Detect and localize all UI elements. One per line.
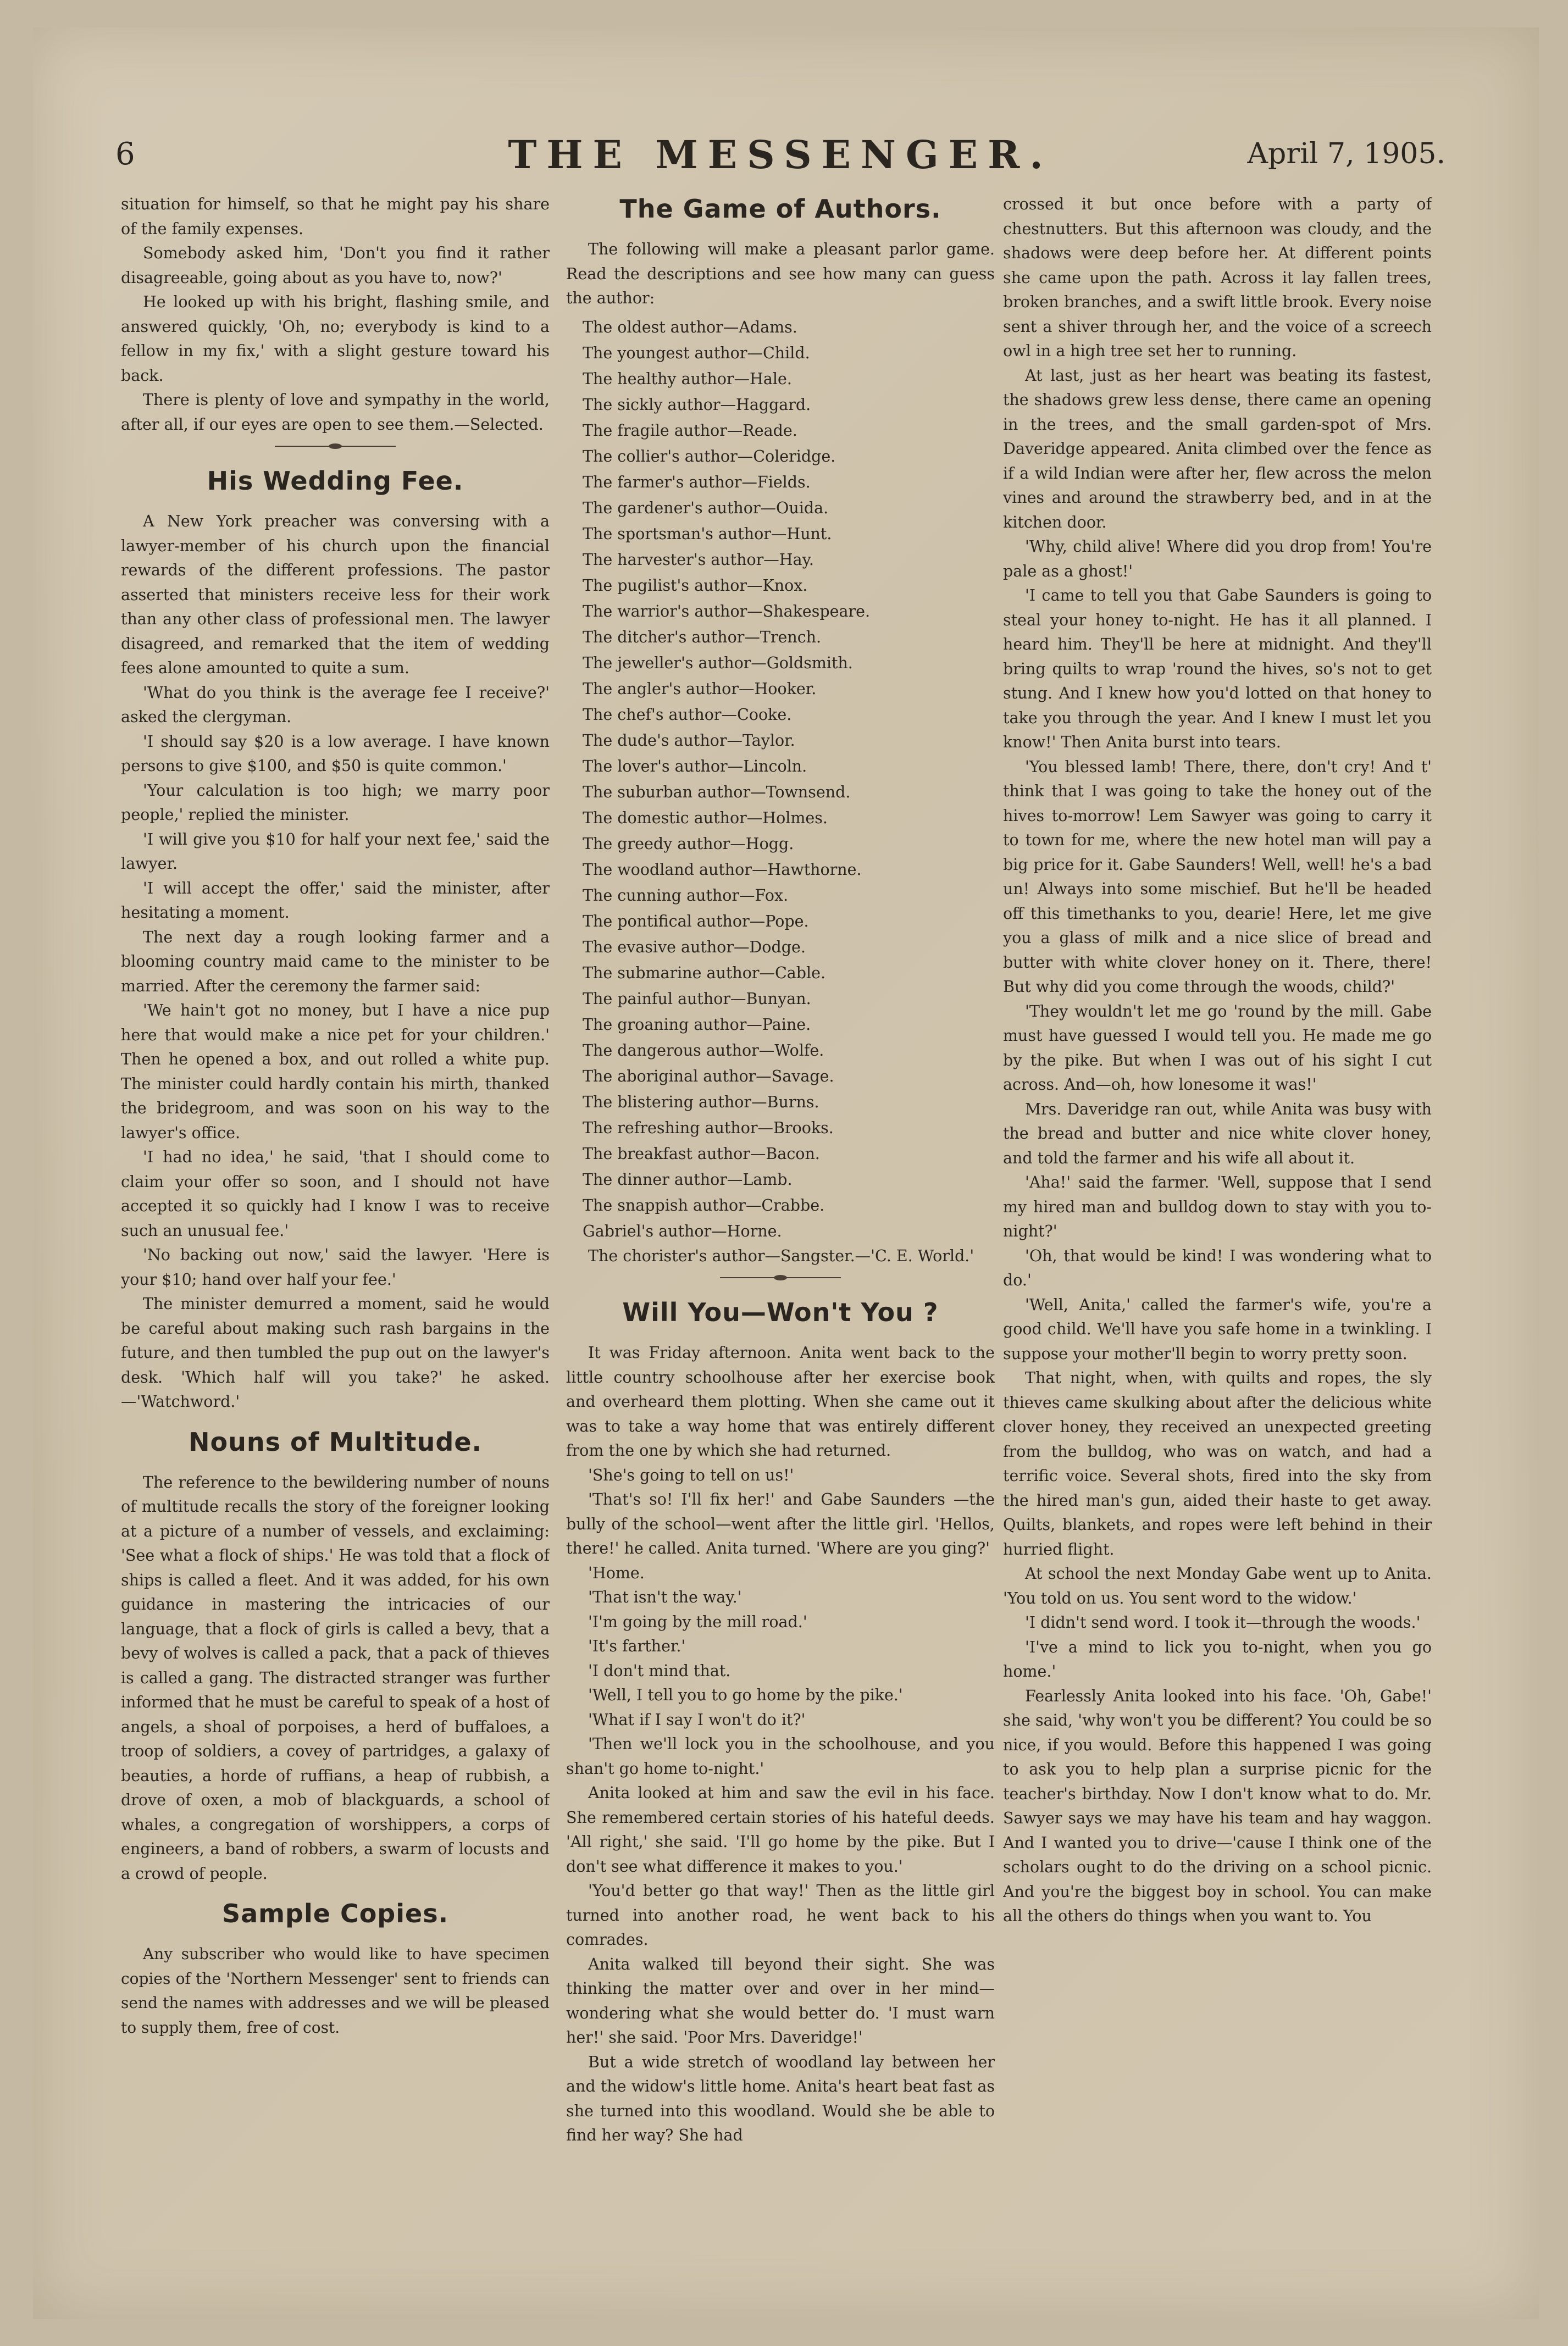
article-paragraph: 'You blessed lamb! There, there, don't cry! And t' think that I was going to take the honey out of the hives to-morrow! Lem Sawyer was going to carry it to town for me, where the new hotel man will pay a big price for it. Gabe Saunders! Well, well! he's a bad un! Always into some mischief. But he'll be headed off this timethanks to you, dearie! Here, let me give you a glass of milk and a nice slice of bread and butter with white clover honey on it. There, there! But why did you come through the woods, child?'	[1003, 757, 1432, 996]
column-1	[121, 192, 550, 2226]
article-paragraph: Mrs. Daveridge ran out, while Anita was busy with the bread and butter and nice white clover honey, and told the farmer and his wife all about it.	[1003, 1100, 1432, 1167]
story-body	[566, 1341, 995, 2148]
authors-list-item: The oldest author—Adams.	[583, 318, 797, 336]
article-paragraph: The minister demurred a moment, said he would be careful about making such rash bargains in the future, and then tumbled the pup out on the lawyer's desk. 'Which half will you take?' he asked.—'Watchword.'	[121, 1295, 550, 1411]
article-paragraph: 'I'm going by the mill road.'	[588, 1612, 807, 1631]
article-paragraph: 'I didn't send word. I took it—through the woods.'	[1025, 1613, 1421, 1632]
authors-list-item: The angler's author—Hooker.	[583, 679, 817, 698]
article-paragraph: The reference to the bewildering number of nouns of multitude recalls the story of the foreigner looking at a picture of a number of vessels, and exclaiming: 'See what a flock of ships.' He was told that a flock of ships is called a fleet. And it was added, for his own guidance in mastering the intricacies of our language, that a flock of girls is called a bevy, that a bevy of wolves is called a pack, that a pack of thieves is called a gang. The distracted stranger was further informed that he must be careful to speak of a host of angels, a shoal of porpoises, a herd of buffaloes, a troop of soldiers, a covey of partridges, a galaxy of beauties, a horde of ruffians, a heap of rubbish, a drove of oxen, a mob of blackguards, a school of whales, a congregation of worshippers, a corps of engineers, a band of robbers, a swarm of locusts and a crowd of people.	[121, 1473, 550, 1883]
authors-list-item: The dude's author—Taylor.	[583, 731, 795, 750]
article-paragraph: 'I've a mind to lick you to-night, when you go home.'	[1003, 1638, 1432, 1681]
headline-wedding-fee: His Wedding Fee.	[207, 466, 464, 496]
article-paragraph: It was Friday afternoon. Anita went back to the little country schoolhouse after her exercise book and overheard them plotting. When she came out it was to take a way home that was entirely different from the one by which she had returned.	[566, 1344, 995, 1460]
article-paragraph: 'We hain't got no money, but I have a nice pup here that would make a nice pet for your children.' Then he opened a box, and out rolled a white pup. The minister could hardly contain his mirth, thanked the bridegroom, and was soon on his way to the lawyer's office.	[121, 1001, 550, 1142]
article-paragraph: 'No backing out now,' said the lawyer. 'Here is your $10; hand over half your fee.'	[121, 1246, 550, 1289]
article-paragraph: 'I should say $20 is a low average. I have known persons to give $100, and $50 is quite common.'	[121, 732, 550, 775]
authors-list-item: Gabriel's author—Horne.	[583, 1222, 782, 1240]
article-paragraph: The next day a rough looking farmer and a blooming country maid came to the minister to be married. After the ceremony the farmer said:	[121, 928, 550, 995]
article-paragraph: 'Why, child alive! Where did you drop from! You're pale as a ghost!'	[1003, 537, 1432, 580]
article-paragraph: 'You'd better go that way!' Then as the little girl turned into another road, he went back to his comrades.	[566, 1882, 995, 1949]
authors-list-item: The domestic author—Holmes.	[583, 808, 828, 827]
article-paragraph: 'Aha!' said the farmer. 'Well, suppose that I send my hired man and bulldog down to stay with you to-night?'	[1003, 1173, 1432, 1240]
article-paragraph: 'What if I say I won't do it?'	[588, 1710, 806, 1729]
masthead	[115, 132, 1445, 176]
article-paragraph: crossed it but once before with a party of chestnutters. But this afternoon was cloudy, and the shadows were deep before her. At different points she came upon the path. Across it lay fallen trees, broken branches, and a swift little brook. Every noise sent a shiver through her, and the voice of a screech owl in a high tree set her to running.	[1003, 195, 1432, 360]
authors-list-item: The gardener's author—Ouida.	[583, 498, 829, 517]
authors-list-item: The sportsman's author—Hunt.	[583, 524, 832, 543]
authors-list-item: The youngest author—Child.	[583, 343, 810, 362]
column-2	[566, 192, 995, 2226]
authors-list-item: The groaning author—Paine.	[583, 1015, 811, 1034]
authors-list-item: The fragile author—Reade.	[583, 421, 797, 440]
page-number: 6	[115, 136, 135, 172]
article-paragraph: 'Oh, that would be kind! I was wondering what to do.'	[1003, 1246, 1432, 1289]
article-paragraph: 'That isn't the way.'	[588, 1588, 742, 1606]
authors-list-item: The chef's author—Cooke.	[583, 705, 792, 724]
authors-list-item: The warrior's author—Shakespeare.	[583, 602, 871, 620]
article-paragraph: 'She's going to tell on us!'	[588, 1466, 794, 1484]
column-3	[1003, 192, 1432, 2226]
authors-list-item: The blistering author—Burns.	[583, 1092, 819, 1111]
article-paragraph: 'Well, Anita,' called the farmer's wife, you're a good child. We'll have you safe home in a twinkling. I suppose your mother'll begin to worry pretty soon.	[1003, 1295, 1432, 1363]
article-paragraph: 'I will give you $10 for half your next fee,' said the lawyer.	[121, 830, 550, 873]
section-divider	[720, 1274, 841, 1282]
story-continuation	[1003, 192, 1432, 1929]
authors-list-item: The harvester's author—Hay.	[583, 550, 814, 569]
article-paragraph: 'Well, I tell you to go home by the pike.'	[588, 1686, 903, 1704]
authors-list-item: The cunning author—Fox.	[583, 886, 789, 905]
article-paragraph: Anita looked at him and saw the evil in his face. She remembered certain stories of his hateful deeds. 'All right,' she said. 'I'll go home by the pike. But I don't see what difference it makes to you.'	[566, 1784, 995, 1876]
authors-list-item: The pugilist's author—Knox.	[583, 576, 808, 595]
newspaper-title: THE MESSENGER.	[508, 132, 1053, 178]
article-paragraph: That night, when, with quilts and ropes, the sly thieves came skulking about after the delicious white clover honey, they received an unexpected greeting from the bulldog, who was on watch, and had a terrific voice. Several shots, fired into the sky from the hired man's gun, aided their haste to get away. Quilts, blankets, and ropes were left behind in their hurried flight.	[1003, 1369, 1432, 1559]
article-paragraph: Fearlessly Anita looked into his face. 'Oh, Gabe!' she said, 'why won't you be different? You could be so nice, if you would. Before this happened I was going to ask you to help plan a surprise picnic for the teacher's birthday. Now I don't know what to do. Mr. Sawyer says we may have his team and hay waggon. And I wanted you to drive—'cause I think one of the scholars ought to do the driving on a school picnic. And you're the biggest boy in school. You can make all the others do things when you want to. You	[1003, 1687, 1432, 1925]
section-divider	[275, 442, 396, 450]
authors-list-item: The greedy author—Hogg.	[583, 834, 794, 853]
authors-list-item: The snappish author—Crabbe.	[583, 1196, 825, 1214]
issue-date: April 7, 1905.	[1247, 137, 1445, 170]
article-paragraph: 'Home.	[588, 1563, 645, 1582]
article-paragraph: 'I will accept the offer,' said the minister, after hesitating a moment.	[121, 879, 550, 922]
headline-game-of-authors: The Game of Authors.	[619, 194, 941, 224]
article-paragraph: situation for himself, so that he might pay his share of the family expenses.	[121, 195, 550, 238]
authors-list-item: The healthy author—Hale.	[583, 369, 792, 388]
article-paragraph: A New York preacher was conversing with a lawyer-member of his church upon the financial rewards of the different professions. The pastor asserted that ministers receive less for their work than any other class of professional men. The lawyer disagreed, and remarked that the item of wedding fees alone amounted to quite a sum.	[121, 512, 550, 677]
authors-list-item: The pontifical author—Pope.	[583, 912, 809, 930]
article-paragraph: At school the next Monday Gabe went up to Anita. 'You told on us. You sent word to the widow.'	[1003, 1565, 1432, 1607]
authors-list-item: The suburban author—Townsend.	[583, 783, 851, 801]
article-paragraph: 'What do you think is the average fee I receive?' asked the clergyman.	[121, 683, 550, 726]
headline-sample-copies: Sample Copies.	[221, 1899, 449, 1928]
article-paragraph: There is plenty of love and sympathy in the world, after all, if our eyes are open to see them.—Selected.	[121, 391, 550, 434]
article-paragraph: 'Your calculation is too high; we marry poor people,' replied the minister.	[121, 781, 550, 824]
authors-list-item: The farmer's author—Fields.	[583, 473, 811, 491]
authors-list-item: The evasive author—Dodge.	[583, 938, 806, 956]
authors-list-item: The refreshing author—Brooks.	[583, 1118, 834, 1137]
authors-list-item: The dinner author—Lamb.	[583, 1170, 793, 1189]
authors-list-item: The sickly author—Haggard.	[583, 395, 811, 414]
authors-list-item: The breakfast author—Bacon.	[583, 1144, 820, 1163]
authors-list-item: The submarine author—Cable.	[583, 963, 826, 982]
article-paragraph: Anita walked till beyond their sight. She was thinking the matter over and over in her mind—wondering what she would better do. 'I must warn her!' she said. 'Poor Mrs. Daveridge!'	[566, 1955, 995, 2046]
article-paragraph: 'I don't mind that.	[588, 1661, 731, 1680]
authors-list-item: The jeweller's author—Goldsmith.	[583, 653, 853, 672]
article-paragraph: But a wide stretch of woodland lay between her and the widow's little home. Anita's heart beat fast as she turned into this woodland. Would she be able to find her way? She had	[566, 2053, 995, 2144]
authors-list-item: The painful author—Bunyan.	[583, 989, 811, 1008]
authors-list-last-item: The chorister's author—Sangster.—'C. E. World.'	[588, 1246, 974, 1265]
authors-list-item: The woodland author—Hawthorne.	[583, 860, 862, 879]
article-paragraph: 'It's farther.'	[588, 1637, 686, 1655]
notice-paragraph: Any subscriber who would like to have specimen copies of the 'Northern Messenger' sent to friends can send the names with addresses and we will be pleased to supply them, free of cost.	[121, 1945, 550, 2037]
authors-list-item: The collier's author—Coleridge.	[583, 447, 836, 465]
authors-list	[566, 314, 995, 1244]
article-paragraph: The following will make a pleasant parlor game. Read the descriptions and see how many can guess the author:	[566, 240, 995, 307]
authors-list-item: The aboriginal author—Savage.	[583, 1067, 834, 1085]
headline-nouns-of-multitude: Nouns of Multitude.	[188, 1427, 482, 1457]
article-paragraph: He looked up with his bright, flashing smile, and answered quickly, 'Oh, no; everybody is kind to a fellow in my fix,' with a slight gesture toward his back.	[121, 293, 550, 385]
article-paragraph: 'I had no idea,' he said, 'that I should come to claim your offer so soon, and I should not have accepted it so quickly had I know I was to receive such an unusual fee.'	[121, 1148, 550, 1240]
article-paragraph: 'I came to tell you that Gabe Saunders is going to steal your honey to-night. He has it all planned. I heard him. They'll be here at midnight. And they'll bring quilts to wrap 'round the hives, so's not to get stung. And I knew how you'd lotted on that honey to take you through the year. And I knew I must let you know!' Then Anita burst into tears.	[1003, 586, 1432, 751]
article-paragraph: 'That's so! I'll fix her!' and Gabe Saunders —the bully of the school—went after the little girl. 'Hellos, there!' he called. Anita turned. 'Where are you ging?'	[566, 1490, 995, 1557]
article-paragraph: Somebody asked him, 'Don't you find it rather disagreeable, going about as you have to, now?'	[121, 244, 550, 287]
article-paragraph: At last, just as her heart was beating its fastest, the shadows grew less dense, there came an opening in the trees, and the small garden-spot of Mrs. Daveridge appeared. Anita climbed over the fence as if a wild Indian were after her, flew across the melon vines and around the strawberry bed, and in at the kitchen door.	[1003, 366, 1432, 531]
authors-list-item: The dangerous author—Wolfe.	[583, 1041, 824, 1060]
authors-list-item: The lover's author—Lincoln.	[583, 757, 807, 775]
authors-list-item: The ditcher's author—Trench.	[583, 628, 822, 646]
article-paragraph: 'They wouldn't let me go 'round by the mill. Gabe must have guessed I would tell you. He made me go by the pike. But when I was out of his sight I cut across. And—oh, how lonesome it was!'	[1003, 1002, 1432, 1094]
article-paragraph: 'Then we'll lock you in the schoolhouse, and you shan't go home to-night.'	[566, 1735, 995, 1778]
headline-will-you-wont-you: Will You—Won't You ?	[622, 1297, 939, 1327]
